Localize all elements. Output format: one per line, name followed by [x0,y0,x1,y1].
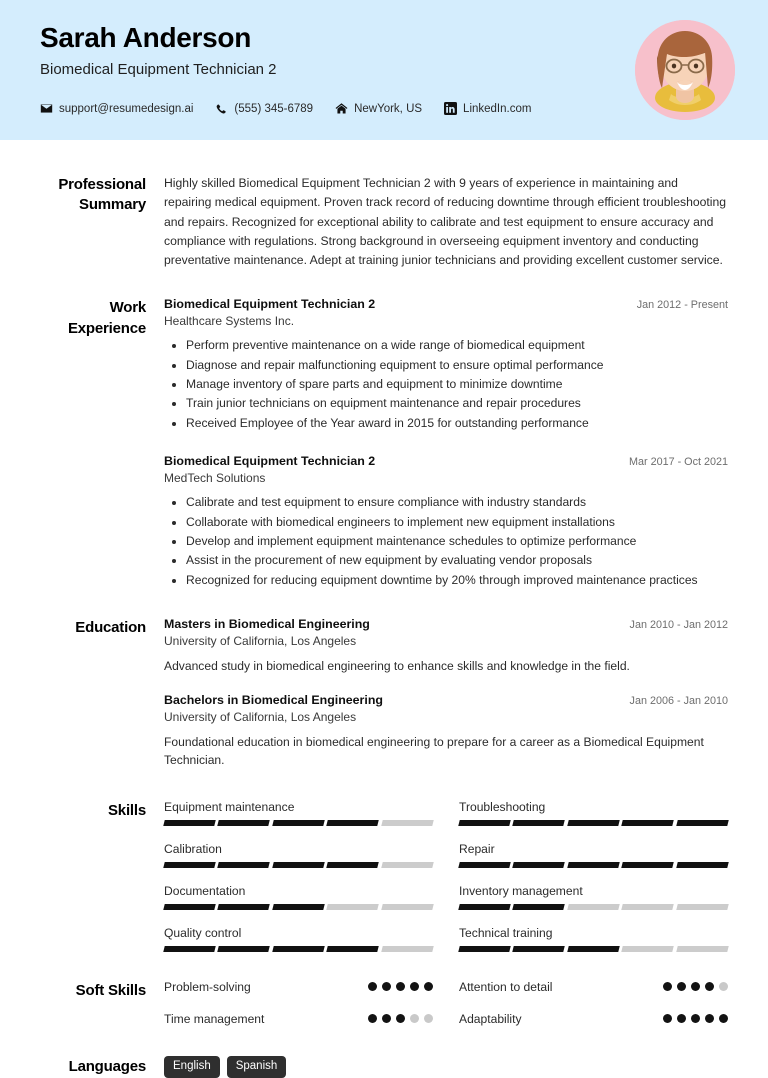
work-entry-bullets [164,493,728,589]
skill-level-bar [459,904,728,910]
list-item: • Calibrate and test equipment to ensure compliance with industry standards [186,493,728,511]
section-soft-skills [40,980,728,1044]
language-chip: Spanish [227,1056,287,1078]
skill-name: Quality control [164,925,242,940]
linkedin-icon [444,102,457,115]
languages-row [164,1056,728,1078]
skill-level-segment [621,862,674,868]
skill-level-segment [272,862,325,868]
skill-level-segment [676,904,729,910]
work-entry [164,454,728,589]
skill-level-segment [272,946,325,952]
skill-level-segment [272,820,325,826]
rating-dot [719,1014,728,1023]
section-label-skills: Skills [108,801,146,819]
rating-dot [368,982,377,991]
skill-name: Troubleshooting [459,799,546,814]
contact-row [40,102,728,115]
section-education [40,617,728,773]
skill-level-segment [326,946,379,952]
skill-level-segment [163,862,216,868]
skill-level-segment [567,904,620,910]
skill-item [164,800,433,826]
resume-header [0,0,768,140]
skill-level-segment [326,904,379,910]
work-entry-org: MedTech Solutions [164,471,266,486]
skill-level-segment [218,862,271,868]
phone-icon [215,102,228,115]
skill-level-segment [513,862,566,868]
skills-grid [164,800,728,968]
skill-name: Inventory management [459,883,583,898]
skill-item [459,800,728,826]
education-entry-title: Masters in Biomedical Engineering [164,617,370,632]
education-entry [164,693,728,769]
skill-level-bar [459,862,728,868]
skill-name: Equipment maintenance [164,799,295,814]
skill-level-segment [676,946,729,952]
skill-level-segment [621,820,674,826]
skill-level-segment [218,820,271,826]
contact-linkedin-text: LinkedIn.com [463,102,532,115]
skill-level-bar [164,862,433,868]
skill-name: Calibration [164,841,222,856]
education-entry-title: Bachelors in Biomedical Engineering [164,693,383,708]
resume-body [0,140,768,1078]
list-item: • Assist in the procurement of new equipment by evaluating vendor proposals [186,551,728,569]
rating-dot [691,982,700,991]
list-item: • Collaborate with biomedical engineers to implement new equipment installations [186,513,728,531]
work-entry-title: Biomedical Equipment Technician 2 [164,454,376,469]
list-item: • Received Employee of the Year award in 2015 for outstanding performance [186,414,728,432]
skill-item [164,926,433,952]
skill-name: Technical training [459,925,553,940]
rating-dot [424,982,433,991]
soft-skill-rating [663,982,728,991]
skill-level-segment [381,862,434,868]
section-languages [40,1056,728,1078]
envelope-icon [40,102,53,115]
rating-dot [663,1014,672,1023]
rating-dot [424,1014,433,1023]
skill-level-segment [513,904,566,910]
skill-level-segment [458,820,511,826]
education-entry-desc: Foundational education in biomedical engineering to prepare for a career as a Biomedical Equipment Technician. [164,735,704,768]
skill-level-segment [458,862,511,868]
rating-dot [677,982,686,991]
education-entry-date: Jan 2006 - Jan 2010 [629,695,728,708]
soft-skill-item [164,1012,433,1026]
soft-skill-item [459,980,728,994]
rating-dot [719,982,728,991]
list-item: • Develop and implement equipment maintenance schedules to optimize performance [186,532,728,550]
skill-level-bar [459,820,728,826]
skill-level-segment [381,904,434,910]
rating-dot [396,982,405,991]
skill-level-segment [621,904,674,910]
rating-dot [396,1014,405,1023]
rating-dot [382,1014,391,1023]
section-label-summary: Professional Summary [58,176,146,214]
skill-level-segment [567,946,620,952]
skill-level-segment [567,820,620,826]
summary-text: Highly skilled Biomedical Equipment Technician 2 with 9 years of experience in maintaining and repairing medical equipment. Proven track record of reducing downtime through efficient troubleshooting and repairs. Recognized for exceptional ability to calibrate and test equipment to ensure accuracy and compliance with regulations. Strong background in overseeing equipment inventory and conducting preventative maintenance. Adept at training junior technicians and providing excellent customer service. [164,176,727,268]
work-entry-title: Biomedical Equipment Technician 2 [164,297,376,312]
skill-level-segment [163,904,216,910]
contact-email[interactable] [40,102,193,115]
skill-item [164,842,433,868]
job-title: Biomedical Equipment Technician 2 [40,61,277,79]
contact-phone-text: (555) 345-6789 [234,102,314,115]
work-entry [164,297,728,432]
education-entry [164,617,728,675]
soft-skill-rating [368,1014,433,1023]
rating-dot [677,1014,686,1023]
rating-dot [663,982,672,991]
skill-level-bar [459,946,728,952]
skill-item [164,884,433,910]
skill-level-bar [164,820,433,826]
work-entry-org: Healthcare Systems Inc. [164,314,295,329]
work-entry-date: Jan 2012 - Present [636,299,728,312]
page-title: Sarah Anderson [40,22,252,53]
skill-item [459,842,728,868]
soft-skill-rating [368,982,433,991]
section-label-soft-skills: Soft Skills [75,981,146,999]
contact-linkedin[interactable] [444,102,531,115]
list-item: • Train junior technicians on equipment maintenance and repair procedures [186,394,728,412]
skill-level-segment [513,820,566,826]
language-chip: English [164,1056,220,1078]
soft-skill-name: Adaptability [459,1011,522,1026]
soft-skill-name: Problem-solving [164,979,251,994]
skill-name: Repair [459,841,495,856]
rating-dot [410,982,419,991]
section-professional-summary [40,174,728,270]
list-item: • Recognized for reducing equipment downtime by 20% through improved maintenance practices [186,571,728,589]
skill-level-segment [326,862,379,868]
skill-level-segment [676,862,729,868]
skill-name: Documentation [164,883,246,898]
soft-skills-grid [164,980,728,1044]
contact-location[interactable] [335,102,422,115]
soft-skill-item [459,1012,728,1026]
soft-skill-rating [663,1014,728,1023]
rating-dot [382,982,391,991]
list-item: • Perform preventive maintenance on a wide range of biomedical equipment [186,336,728,354]
soft-skill-name: Attention to detail [459,979,553,994]
home-icon [335,102,348,115]
rating-dot [410,1014,419,1023]
section-skills [40,800,728,968]
skill-item [459,926,728,952]
education-entry-date: Jan 2010 - Jan 2012 [629,619,728,632]
section-label-languages: Languages [68,1057,146,1075]
skill-level-bar [164,946,433,952]
education-entry-org: University of California, Los Angeles [164,634,357,649]
skill-level-segment [458,904,511,910]
skill-item [459,884,728,910]
skill-level-bar [164,904,433,910]
education-entry-desc: Advanced study in biomedical engineering to enhance skills and knowledge in the field. [164,659,630,674]
skill-level-segment [163,820,216,826]
list-item: • Diagnose and repair malfunctioning equipment to ensure optimal performance [186,356,728,374]
skill-level-segment [272,904,325,910]
skill-level-segment [676,820,729,826]
section-label-education: Education [75,619,146,637]
skill-level-segment [513,946,566,952]
list-item: • Manage inventory of spare parts and equipment to minimize downtime [186,375,728,393]
section-label-work: Work Experience [67,299,146,337]
skill-level-segment [163,946,216,952]
contact-location-text: NewYork, US [354,102,423,115]
skill-level-segment [218,946,271,952]
soft-skill-name: Time management [164,1011,265,1026]
skill-level-segment [326,820,379,826]
skill-level-segment [381,946,434,952]
rating-dot [705,1014,714,1023]
work-entry-date: Mar 2017 - Oct 2021 [628,456,728,469]
rating-dot [705,982,714,991]
skill-level-segment [381,820,434,826]
section-work-experience [40,297,728,593]
avatar [635,20,735,120]
soft-skill-item [164,980,433,994]
work-entry-bullets [164,336,728,432]
skill-level-segment [567,862,620,868]
rating-dot [368,1014,377,1023]
skill-level-segment [218,904,271,910]
contact-email-text: support@resumedesign.ai [59,102,194,115]
rating-dot [691,1014,700,1023]
education-entry-org: University of California, Los Angeles [164,710,357,725]
skill-level-segment [621,946,674,952]
contact-phone[interactable] [215,102,313,115]
skill-level-segment [458,946,511,952]
